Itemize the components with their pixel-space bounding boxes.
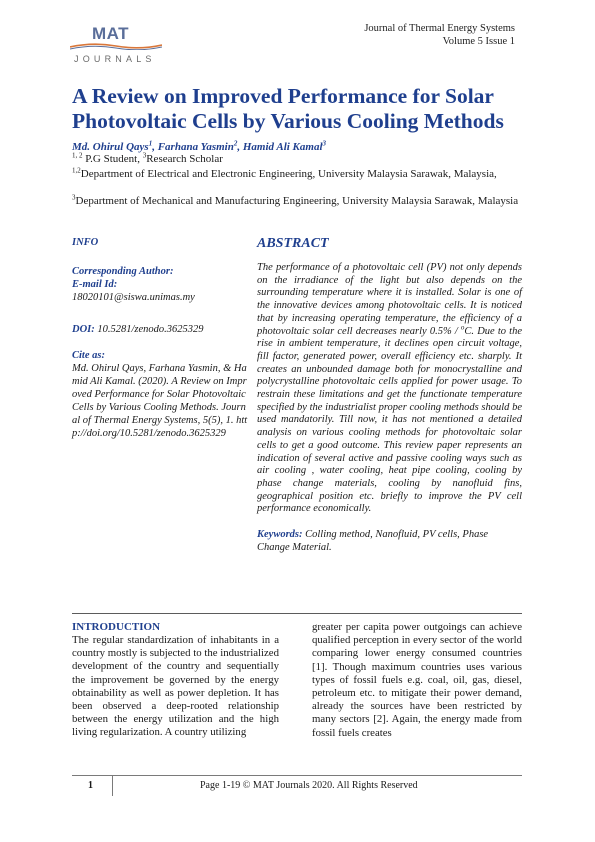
author-name: Md. Ohirul Qays <box>72 141 149 153</box>
author-sup: 2 <box>233 139 238 148</box>
journal-volume: Volume 5 Issue 1 <box>442 36 515 47</box>
logo-wave-graphic <box>70 42 162 50</box>
role-sup: 3 <box>142 151 147 160</box>
title-line: A Review on Improved Performance for Solar <box>72 84 494 108</box>
corresponding-author-label: Corresponding Author: <box>72 266 174 277</box>
role-sup: 1, 2 <box>72 151 83 160</box>
doi-value[interactable]: 10.5281/zenodo.3625329 <box>94 324 204 335</box>
abstract-section <box>257 236 522 554</box>
cite-label: Cite as: <box>72 350 105 361</box>
abstract-text: The performance of a photovoltaic cell (PV) not only depends on the irradiance of the light but also depends on the surrounding temperature where it is installed. Solar is one of the innovative devices among photovoltaic cells. It is noticed that by increasing operating temperature, the efficiency of a photovoltaic solar cell decreases nearly 0.5% / <box>257 262 522 337</box>
author-sup: 3 <box>322 139 327 148</box>
author-name: Hamid Ali Kamal <box>242 141 323 153</box>
footer-copyright: Page 1-19 © MAT Journals 2020. All Rights Reserved <box>200 780 418 791</box>
introduction-column-right: greater per capita power outgoings can achieve qualified perception in every sector of the world comparing lower energy consumed countries [1]. Though maximum countries uses various types of fossil fuels e.g. coal, oil, gas, diesel, petroleum etc. to mitigate their power demand, already the sources have been restricted by many sectors [2]. Again, the energy made from fossil fuels creates <box>312 621 522 739</box>
affiliation-text: Department of Electrical and Electronic Engineering, University Malaysia Sarawak, Malaysia, <box>80 168 497 180</box>
keywords <box>257 529 522 554</box>
degree-sup: o <box>460 323 465 332</box>
info-heading: INFO <box>72 237 99 248</box>
keywords-text: Colling method, Nanofluid, PV cells, Phase Change Material. <box>257 529 489 553</box>
paper-title <box>72 84 532 134</box>
journal-logo <box>70 24 162 68</box>
page-number: 1 <box>88 780 93 791</box>
author-roles <box>72 153 223 165</box>
title-line: Photovoltaic Cells by Various Cooling Methods <box>72 109 504 133</box>
affiliation-sup: 3 <box>72 193 76 202</box>
footer-rule <box>72 775 522 776</box>
journal-info <box>364 22 515 48</box>
affiliation-text: Department of Mechanical and Manufacturing Engineering, University Malaysia Sarawak, Malaysia <box>75 195 519 207</box>
affiliation <box>72 195 522 208</box>
journal-name: Journal of Thermal Energy Systems <box>364 23 515 34</box>
citation-text: Md. Ohirul Qays, Farhana Yasmin, & Hamid Ali Kamal. (2020). A Review on Improved Performance for Solar Photovoltaic Cells by Various Cooling Methods. Journal of Thermal Energy Systems, 5(5), 1. http://doi.org/10.5281/zenodo.3625329 <box>72 363 248 439</box>
section-divider <box>72 613 522 614</box>
introduction-heading: INTRODUCTION <box>72 621 161 633</box>
logo-subtitle: JOURNALS <box>74 54 156 64</box>
abstract-text: C. Due to the rise in ambient temperature, it declines open circuit voltage, fill factor, generated power, overall efficiency etc. sharply. It creates an unbounded damage both for monocrystalline and polycrystalline photovoltaic cells applied for power usage. To restrain these limitations and get the functionate temperature specified by the industrialist proper cooling methods should be used mandatorily. Till now, it has not mentioned a detailed analysis on various cooling methods for photovoltaic solar cells to get a good outcome. This review paper represents an indication of several active and passive cooling ways such as air cooling , water cooling, heat pipe cooling, cooling by phase change materials, cooling by nanofluid fins, geographical position etc. briefly to improve the PV cell performance economically. <box>257 325 522 515</box>
author-list: Md. Ohirul Qays$^1$, Farhana Yasmin$^2$, Hamid Ali Kamal$^3$ <box>72 139 327 153</box>
email-label: E-mail Id: <box>72 279 118 290</box>
footer-separator <box>112 776 113 796</box>
role-text: Research Scholar <box>146 153 223 165</box>
email-value[interactable]: 18020101@siswa.unimas.my <box>72 292 195 303</box>
introduction-column-left: The regular standardization of inhabitants in a country mostly is subjected to the industrialized development of the country and sequentially the improvement be governed by the energy obtainability as well as power depletion. It has been observed a deep-rooted relationship between the energy utilization and the high living regularization. A country utilizing <box>72 634 279 739</box>
logo-brand: MAT <box>92 24 130 43</box>
author-name: Farhana Yasmin <box>157 141 234 153</box>
affiliation-sup: 1,2 <box>72 166 81 175</box>
doi-label: DOI: <box>72 324 95 335</box>
affiliation <box>72 168 522 181</box>
info-sidebar <box>72 236 250 440</box>
role-text: P.G Student, <box>85 153 143 165</box>
abstract-body <box>257 262 522 516</box>
author-sup: 1 <box>148 139 153 148</box>
keywords-label: Keywords: <box>257 529 303 541</box>
abstract-heading: ABSTRACT <box>257 236 329 251</box>
